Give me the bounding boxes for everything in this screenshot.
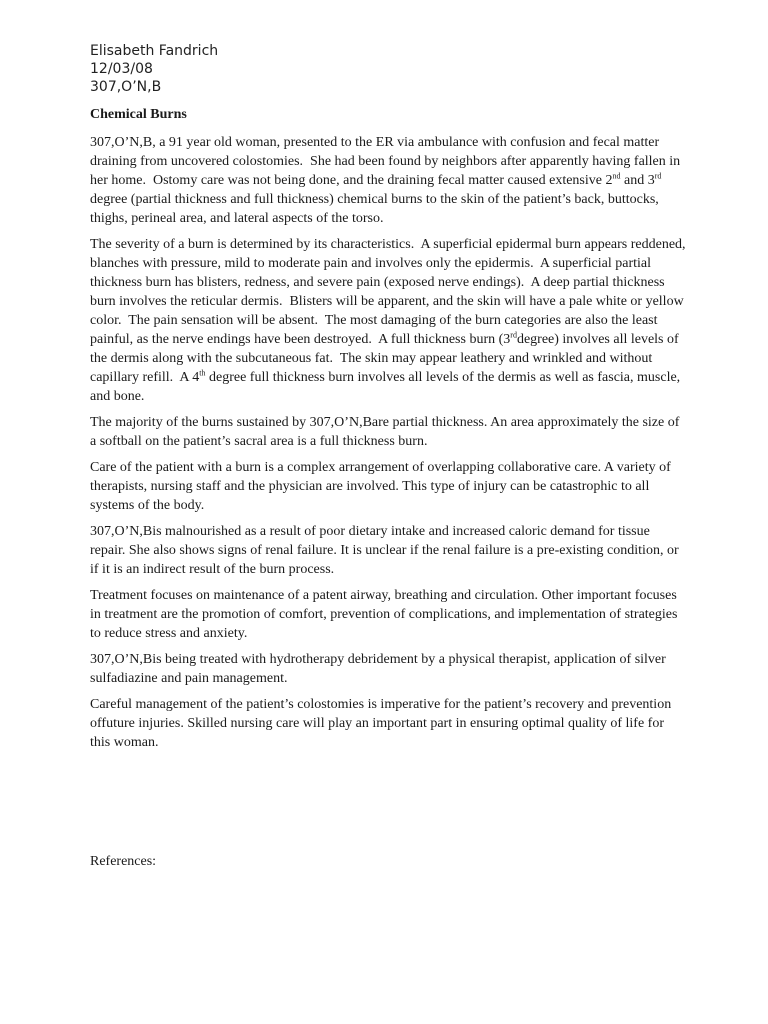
- paragraph-current-treatment: 307,O’N,Bis being treated with hydrotherapy debridement by a physical therapist, application of silver sulfadiazine and pain management.: [90, 652, 666, 686]
- author-name: Elisabeth Fandrich: [90, 43, 219, 59]
- paragraph-case-presentation: 307,O’N,B, a 91 year old woman, presented to the ER via ambulance with confusion and fecal matter draining from uncovered colostomies. She had been found by neighbors after apparently having fallen in her home. Ostomy care was not being done, and the draining fecal matter caused extensive 2nd and 3rd degree (partial thickness and full thickness) chemical burns to the skin of the patient’s back, buttocks, thighs, perineal area, and lateral aspects of the torso.: [90, 135, 684, 226]
- document-header: [90, 42, 686, 96]
- superscript: rd: [510, 330, 517, 340]
- paragraph-treatment-focus: Treatment focuses on maintenance of a patent airway, breathing and circulation. Other important focuses in treatment are the promotion of comfort, prevention of complications, and implementation of strategies to reduce stress and anxiety.: [90, 588, 678, 641]
- paragraph-collaborative-care: Care of the patient with a burn is a complex arrangement of overlapping collaborative care. A variety of therapists, nursing staff and the physician are involved. This type of injury can be catastrophic to all systems of the body.: [90, 460, 671, 513]
- document-page: [90, 42, 690, 869]
- references-heading: References:: [90, 854, 157, 869]
- document-title: Chemical Burns: [90, 107, 187, 122]
- patient-id: 307,O’N,B: [90, 79, 162, 95]
- document-date: 12/03/08: [90, 61, 153, 77]
- superscript: nd: [612, 171, 621, 181]
- paragraph-colostomy-management: Careful management of the patient’s colostomies is imperative for the patient’s recovery and prevention offuture injuries. Skilled nursing care will play an important part in ensuring optimal quality of life for this woman.: [90, 697, 672, 750]
- paragraph-burn-severity: The severity of a burn is determined by its characteristics. A superficial epidermal burn appears reddened, blanches with pressure, mild to moderate pain and involves only the epidermis. A superficial partial thickness burn has blisters, redness, and severe pain (exposed nerve endings). A deep partial thickness burn involves the reticular dermis. Blisters will be apparent, and the skin will have a pale white or yellow color. The pain sensation will be absent. The most damaging of the burn categories are also the least painful, as the nerve endings have been destroyed. A full thickness burn (3rddegree) involves all levels of the dermis along with the subcutaneous fat. The skin may appear leathery and wrinkled and without capillary refill. A 4th degree full thickness burn involves all levels of the dermis as well as fascia, muscle, and bone.: [90, 237, 690, 404]
- superscript: th: [199, 368, 206, 378]
- superscript: rd: [654, 171, 662, 181]
- paragraph-nutrition-renal: 307,O’N,Bis malnourished as a result of poor dietary intake and increased caloric demand for tissue repair. She also shows signs of renal failure. It is unclear if the renal failure is a pre-existing condition, or if it is an indirect result of the burn process.: [90, 524, 679, 577]
- paragraph-burn-extent: The majority of the burns sustained by 307,O’N,Bare partial thickness. An area approximately the size of a softball on the patient’s sacral area is a full thickness burn.: [90, 415, 680, 449]
